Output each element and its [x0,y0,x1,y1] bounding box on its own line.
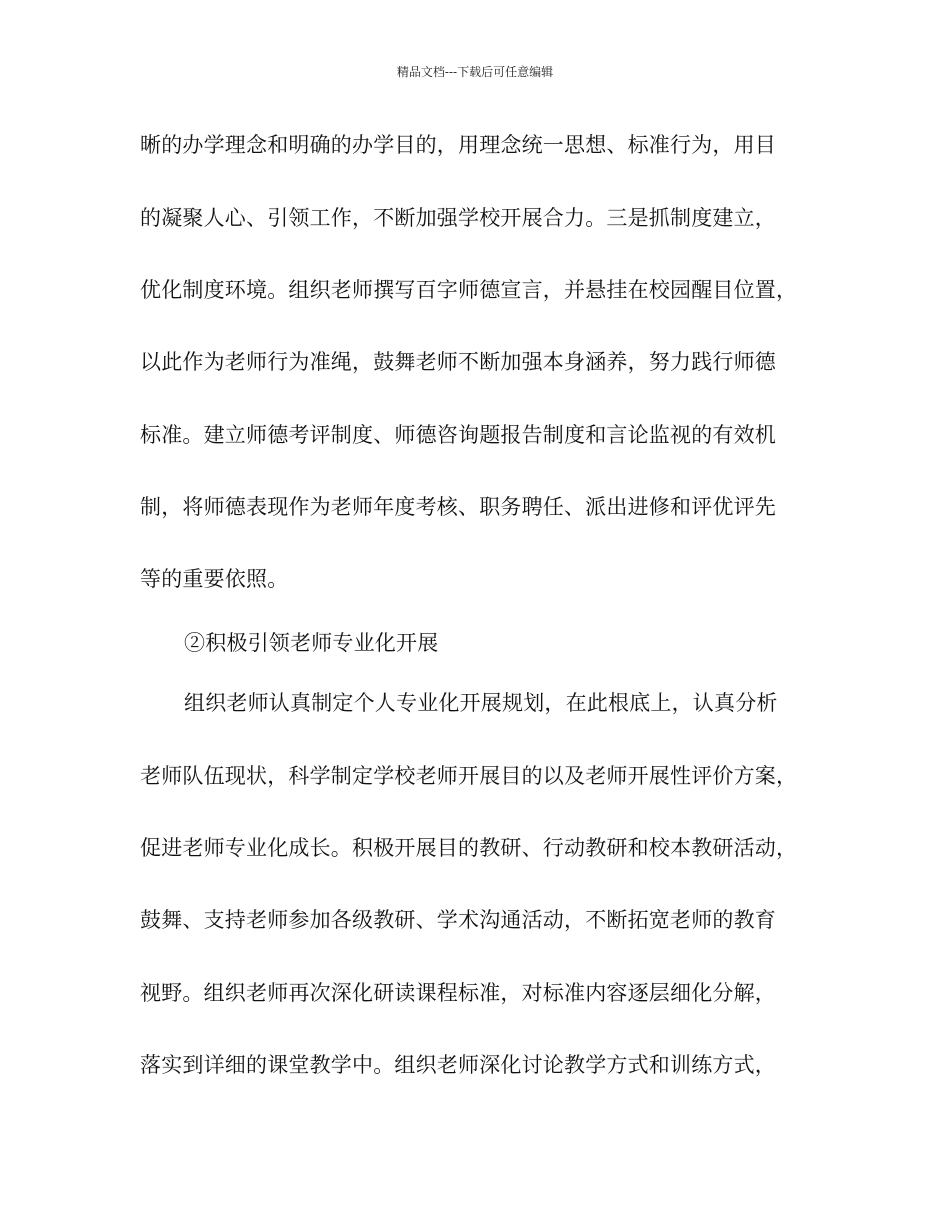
body-text-line: 的凝聚人心、引领工作，不断加强学校开展合力。三是抓制度建立， [140,206,776,230]
body-text-line: 制，将师德表现作为老师年度考核、职务聘任、派出进修和评优评先 [140,495,776,519]
body-text-line: 组织老师认真制定个人专业化开展规划，在此根底上，认真分析 [184,691,778,715]
page-header: 精品文档---下载后可任意编辑 [396,65,554,79]
section-heading: ②积极引领老师专业化开展 [184,631,439,655]
body-text-line: 落实到详细的课堂教学中。组织老师深化讨论教学方式和训练方式， [140,1053,776,1077]
body-text-line: 促进老师专业化成长。积极开展目的教研、行动教研和校本教研活动， [140,836,798,860]
body-text-line: 以此作为老师行为准绳，鼓舞老师不断加强本身涵养，努力践行师德 [140,350,776,374]
body-text-line: 老师队伍现状，科学制定学校老师开展目的以及老师开展性评价方案， [140,764,798,788]
body-text-line: 优化制度环境。组织老师撰写百字师德宣言，并悬挂在校园醒目位置， [140,278,798,302]
body-text-line: 视野。组织老师再次深化研读课程标准，对标准内容逐层细化分解， [140,981,776,1005]
body-text-line: 鼓舞、支持老师参加各级教研、学术沟通活动，不断拓宽老师的教育 [140,908,776,932]
body-text-line: 晰的办学理念和明确的办学目的，用理念统一思想、标准行为，用目 [140,133,776,157]
body-text-line: 等的重要依照。 [140,567,289,591]
body-text-line: 标准。建立师德考评制度、师德咨询题报告制度和言论监视的有效机 [140,423,776,447]
